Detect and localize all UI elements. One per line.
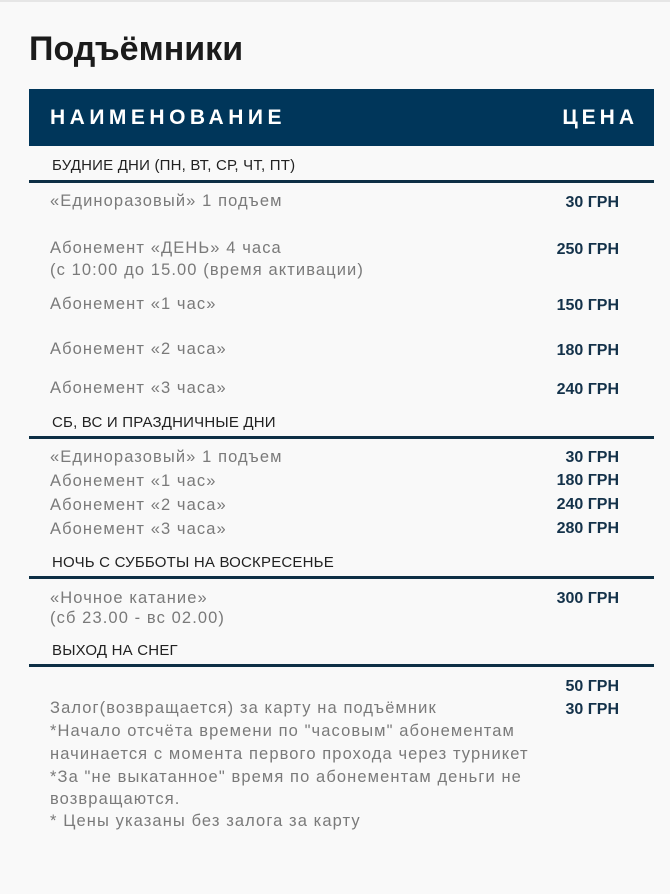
list-item-name: Абонемент «3 часа»: [50, 379, 227, 397]
list-item-price: 240 ГРН: [556, 381, 619, 398]
section-divider: [29, 180, 654, 183]
note-line: * Цены указаны без залога за карту: [50, 812, 361, 830]
section-label-weekends: СБ, ВС И ПРАЗДНИЧНЫЕ ДНИ: [52, 414, 276, 431]
list-item-name: Залог(возвращается) за карту на подъёмник: [50, 699, 437, 717]
list-item-name: Абонемент «2 часа»: [50, 496, 227, 514]
list-item-name: Абонемент «1 час»: [50, 295, 217, 313]
list-item-price: 30 ГРН: [565, 449, 619, 466]
list-item-price: 250 ГРН: [556, 241, 619, 258]
column-name-header: НАИМЕНОВАНИЕ: [50, 106, 286, 129]
list-item-name: Абонемент «2 часа»: [50, 340, 227, 358]
list-item-name: «Единоразовый» 1 подъем: [50, 448, 283, 466]
list-item-price: 300 ГРН: [556, 590, 619, 607]
list-item-price: 150 ГРН: [556, 297, 619, 314]
list-item-price: 30 ГРН: [565, 701, 619, 718]
list-item-price: 180 ГРН: [556, 342, 619, 359]
note-line: *За "не выкатанное" время по абонементам деньги не: [50, 768, 522, 786]
list-item-price: 180 ГРН: [556, 472, 619, 489]
list-item-name: Абонемент «1 час»: [50, 472, 217, 490]
note-line: *Начало отсчёта времени по "часовым" абонементам: [50, 722, 515, 740]
section-divider: [29, 576, 654, 579]
note-line: начинается с момента первого прохода через турникет: [50, 745, 529, 763]
section-divider: [29, 436, 654, 439]
note-line: возвращаются.: [50, 790, 181, 808]
table-header: [29, 89, 654, 146]
column-price-header: ЦЕНА: [562, 106, 638, 129]
page-title: Подъёмники: [29, 30, 244, 68]
section-label-night: НОЧЬ С СУББОТЫ НА ВОСКРЕСЕНЬЕ: [52, 554, 334, 571]
section-label-snow-access: ВЫХОД НА СНЕГ: [52, 642, 178, 659]
list-item-price: 280 ГРН: [556, 520, 619, 537]
list-item-price: 240 ГРН: [556, 496, 619, 513]
section-divider: [29, 664, 654, 667]
section-label-weekdays: БУДНИЕ ДНИ (ПН, ВТ, СР, ЧТ, ПТ): [52, 157, 296, 174]
list-item-name: Абонемент «3 часа»: [50, 520, 227, 538]
list-item-price: 30 ГРН: [565, 194, 619, 211]
list-item-subtext: (сб 23.00 - вс 02.00): [50, 609, 226, 627]
list-item-name: Абонемент «ДЕНЬ» 4 часа: [50, 239, 282, 257]
list-item-subtext: (с 10:00 до 15.00 (время активации): [50, 261, 364, 279]
list-item-name: «Ночное катание»: [50, 589, 208, 607]
list-item-name: «Единоразовый» 1 подъем: [50, 192, 283, 210]
list-item-price: 50 ГРН: [565, 678, 619, 695]
